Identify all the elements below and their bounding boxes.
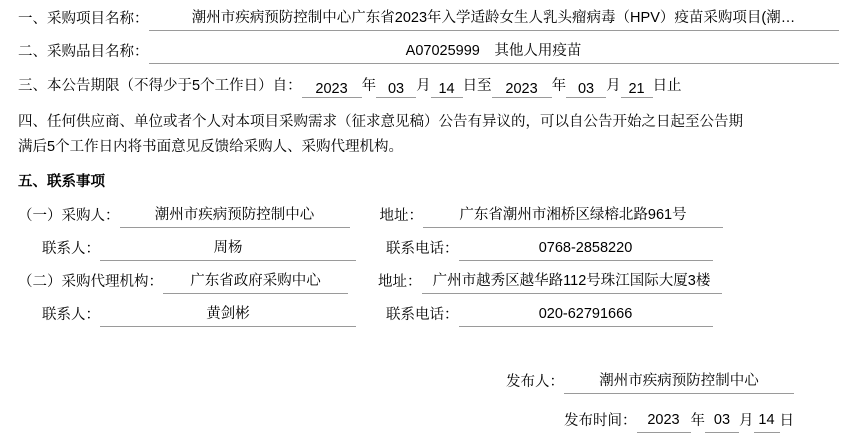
announcement-period-label: 三、本公告期限（不得少于5个工作日）自： [18, 78, 302, 95]
buyer-address-label: 地址： [379, 207, 423, 224]
buyer-contact-value: 周杨 [100, 238, 356, 261]
purchase-project-name-row [0, 8, 848, 31]
agency-value: 广东省政府采购中心 [163, 271, 348, 294]
agency-contact-value: 黄剑彬 [100, 304, 356, 327]
buyer-phone-value: 0768-2858220 [459, 238, 713, 261]
end-year-unit: 年 [551, 78, 567, 95]
publish-day-value: 14 [754, 410, 780, 433]
publish-time-label: 发布时间： [564, 412, 637, 429]
end-year-value: 2023 [492, 81, 552, 98]
buyer-phone-label: 联系电话： [386, 240, 459, 257]
agency-address-label: 地址： [378, 273, 422, 290]
purchase-project-name-value: 潮州市疾病预防控制中心广东省2023年入学适龄女生人乳头瘤病毒（HPV）疫苗采购项目(潮… [149, 8, 839, 31]
start-month-value: 03 [376, 81, 416, 98]
announcement-period-row [0, 76, 848, 98]
purchase-category-name-row [0, 41, 848, 64]
publish-month-value: 03 [705, 410, 739, 433]
purchase-category-name-value: A07025999 其他人用疫苗 [149, 41, 839, 64]
buyer-value: 潮州市疾病预防控制中心 [120, 205, 350, 228]
agency-label: （二）采购代理机构： [18, 273, 163, 290]
objection-paragraph [0, 110, 848, 160]
purchase-project-name-label: 一、采购项目名称： [18, 11, 149, 28]
end-month-value: 03 [566, 81, 606, 98]
end-day-unit: 日止 [652, 78, 682, 95]
end-day-value: 21 [621, 81, 653, 98]
start-day-unit: 日至 [462, 78, 492, 95]
buyer-label: （一）采购人： [18, 207, 120, 224]
publish-day-unit: 日 [779, 412, 794, 429]
buyer-row [0, 205, 848, 228]
document-page [0, 8, 848, 439]
publisher-row [0, 371, 848, 394]
objection-paragraph-line2: 满后5个工作日内将书面意见反馈给采购人、采购代理机构。 [18, 138, 404, 155]
agency-phone-label: 联系电话： [386, 306, 459, 323]
start-month-unit: 月 [416, 78, 431, 95]
publisher-label: 发布人： [506, 373, 564, 390]
start-day-value: 14 [431, 81, 463, 98]
start-year-value: 2023 [302, 81, 362, 98]
objection-paragraph-line1: 四、任何供应商、单位或者个人对本项目采购需求（征求意见稿）公告有异议的，可以自公告开始之日起至公告期 [18, 113, 743, 130]
publisher-value: 潮州市疾病预防控制中心 [564, 371, 794, 394]
agency-contact-label: 联系人： [42, 306, 100, 323]
agency-address-value: 广州市越秀区越华路112号珠江国际大厦3楼 [422, 271, 722, 294]
purchase-category-name-label: 二、采购品目名称： [18, 44, 149, 61]
publish-year-value: 2023 [637, 410, 691, 433]
end-month-unit: 月 [606, 78, 621, 95]
buyer-contact-row [0, 238, 848, 261]
agency-phone-value: 020-62791666 [459, 304, 713, 327]
publish-month-unit: 月 [739, 412, 754, 429]
publish-time-row [0, 410, 848, 433]
contact-section-heading: 五、联系事项 [18, 173, 105, 190]
agency-contact-row [0, 304, 848, 327]
start-year-unit: 年 [361, 78, 377, 95]
buyer-address-value: 广东省潮州市湘桥区绿榕北路961号 [423, 205, 723, 228]
buyer-contact-label: 联系人： [42, 240, 100, 257]
publish-year-unit: 年 [690, 412, 705, 429]
agency-row [0, 271, 848, 294]
